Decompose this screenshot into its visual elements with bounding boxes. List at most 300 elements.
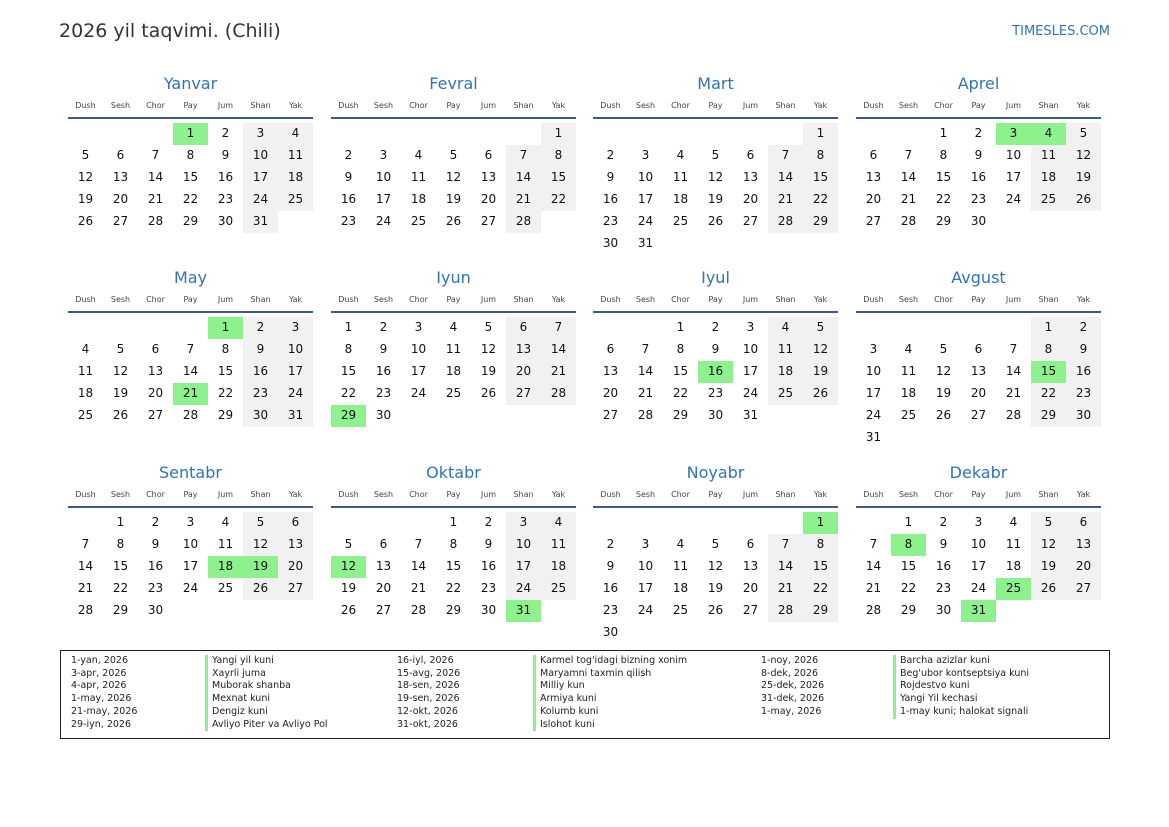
empty-day-cell [366, 512, 401, 534]
day-cell: 30 [243, 405, 278, 427]
week-row [593, 167, 838, 189]
empty-day-cell [68, 123, 103, 145]
day-cell: 20 [865, 191, 882, 206]
day-cell: 26 [707, 213, 724, 228]
weekday-header [593, 488, 838, 508]
legend-date: 19-sen, 2026 [397, 693, 460, 705]
day-cell: 23 [970, 191, 987, 206]
day-cell: 30 [602, 235, 619, 250]
day-cell: 15 [541, 167, 576, 189]
day-cell: 3 [974, 515, 983, 529]
day-cell: 1 [803, 123, 838, 145]
holiday-day-cell: 12 [331, 556, 366, 578]
legend-holiday-name: Dengiz kuni [205, 706, 328, 719]
day-cell: 22 [541, 189, 576, 211]
week-row [331, 167, 576, 189]
weekday-label: Chor [409, 490, 428, 499]
day-cell: 6 [506, 317, 541, 339]
day-cell: 24 [243, 189, 278, 211]
day-cell: 5 [1031, 512, 1066, 534]
day-cell: 9 [243, 339, 278, 361]
week-row [593, 534, 838, 556]
legend-holiday-name: Yangi yil kuni [205, 655, 328, 668]
page-title: 2026 yil taqvimi. (Chili) [59, 20, 281, 42]
holiday-day-cell: 1 [208, 317, 243, 339]
week-row [68, 211, 313, 233]
holiday-day-cell: 8 [891, 534, 926, 556]
day-cell: 14 [768, 167, 803, 189]
empty-day-cell [733, 123, 768, 145]
weekday-label: Chor [409, 101, 428, 110]
empty-day-cell [628, 123, 663, 145]
empty-day-cell [366, 123, 401, 145]
day-cell: 28 [410, 602, 427, 617]
week-row [856, 578, 1101, 600]
day-cell: 7 [414, 536, 423, 551]
day-cell: 7 [904, 147, 913, 162]
week-row [856, 512, 1101, 534]
weekday-label: Pay [708, 295, 723, 304]
day-cell: 16 [602, 191, 619, 206]
day-cell: 4 [414, 147, 423, 162]
weekday-label: Yak [813, 490, 828, 499]
weekday-label: Shan [775, 101, 796, 110]
brand-link[interactable]: TIMESLES.COM [1012, 24, 1110, 39]
day-cell: 1 [449, 515, 458, 529]
month-noyabr [593, 462, 838, 644]
week-row [593, 211, 838, 233]
day-cell: 22 [112, 580, 129, 595]
day-cell: 14 [865, 558, 882, 573]
day-cell: 1 [344, 320, 353, 334]
day-cell: 28 [77, 602, 94, 617]
week-row [331, 361, 576, 383]
day-cell: 16 [1066, 361, 1101, 383]
day-cell: 9 [606, 169, 615, 184]
day-cell: 3 [243, 123, 278, 145]
legend-holiday-name: Milliy kun [533, 680, 687, 693]
weekday-label: Jum [742, 490, 759, 499]
day-cell: 24 [506, 578, 541, 600]
weekday-label: Jum [1005, 490, 1022, 499]
month-yanvar [68, 73, 313, 233]
day-cell: 21 [637, 385, 654, 400]
day-cell: 4 [676, 147, 685, 162]
week-row [331, 600, 576, 622]
weekday-label: Yak [288, 490, 303, 499]
day-cell: 15 [112, 558, 129, 573]
day-cell: 11 [768, 339, 803, 361]
day-cell: 23 [340, 213, 357, 228]
empty-day-cell [68, 512, 103, 534]
day-cell: 18 [1031, 167, 1066, 189]
day-cell: 5 [939, 341, 948, 356]
day-cell: 5 [344, 536, 353, 551]
day-cell: 12 [707, 169, 724, 184]
empty-day-cell [996, 317, 1031, 339]
weekday-label: Pay [183, 490, 198, 499]
day-cell: 18 [672, 580, 689, 595]
day-cell: 10 [637, 558, 654, 573]
day-cell: 23 [243, 383, 278, 405]
empty-day-cell [768, 123, 803, 145]
month-fevral [331, 73, 576, 233]
day-cell: 21 [77, 580, 94, 595]
day-cell: 14 [182, 363, 199, 378]
weekday-label: Yak [551, 295, 566, 304]
day-cell: 20 [278, 556, 313, 578]
weekday-label: Dush [863, 490, 884, 499]
day-cell: 11 [1005, 536, 1022, 551]
weekday-label: Jum [480, 295, 497, 304]
weekday-label: Jum [480, 101, 497, 110]
day-cell: 1 [676, 320, 685, 334]
day-cell: 30 [147, 602, 164, 617]
day-cell: 14 [768, 556, 803, 578]
day-cell: 6 [379, 536, 388, 551]
day-cell: 15 [672, 363, 689, 378]
day-cell: 25 [1031, 189, 1066, 211]
day-cell: 23 [602, 602, 619, 617]
day-cell: 21 [768, 578, 803, 600]
empty-day-cell [401, 512, 436, 534]
day-cell: 20 [375, 580, 392, 595]
weekday-header [856, 293, 1101, 313]
day-cell: 30 [602, 624, 619, 639]
day-cell: 6 [606, 341, 615, 356]
day-cell: 4 [449, 320, 458, 334]
day-cell: 9 [151, 536, 160, 551]
empty-day-cell [593, 317, 628, 339]
day-cell: 2 [379, 320, 388, 334]
weekday-label: Dush [338, 101, 359, 110]
legend-holiday-name: Islohot kuni [533, 719, 687, 732]
day-cell: 21 [541, 361, 576, 383]
day-cell: 5 [1066, 123, 1101, 145]
weekday-label: Chor [671, 490, 690, 499]
day-cell: 31 [865, 429, 882, 444]
day-cell: 17 [375, 191, 392, 206]
day-cell: 30 [935, 602, 952, 617]
day-cell: 2 [606, 536, 615, 551]
day-cell: 10 [375, 169, 392, 184]
day-cell: 8 [186, 147, 195, 162]
week-row [593, 578, 838, 600]
day-cell: 12 [803, 339, 838, 361]
month-name: Aprel [957, 74, 1000, 93]
legend-holiday-name: Kolumb kuni [533, 706, 687, 719]
week-row [331, 383, 576, 405]
weekday-label: Chor [934, 101, 953, 110]
legend-date: 1-may, 2026 [761, 705, 822, 717]
week-row [856, 211, 1101, 233]
empty-day-cell [856, 512, 891, 534]
day-cell: 26 [340, 602, 357, 617]
week-row [593, 383, 838, 405]
legend-names-col-1 [205, 655, 328, 731]
day-cell: 9 [974, 147, 983, 162]
holiday-day-cell: 29 [331, 405, 366, 427]
day-cell: 26 [77, 213, 94, 228]
weekday-label: Chor [934, 490, 953, 499]
day-cell: 11 [541, 534, 576, 556]
week-row [331, 578, 576, 600]
day-cell: 11 [410, 169, 427, 184]
day-cell: 17 [243, 167, 278, 189]
day-cell: 2 [606, 147, 615, 162]
month-may [68, 267, 313, 427]
day-cell: 27 [602, 407, 619, 422]
holiday-day-cell: 4 [1031, 123, 1066, 145]
day-cell: 14 [410, 558, 427, 573]
day-cell: 19 [112, 385, 129, 400]
day-cell: 23 [217, 191, 234, 206]
day-cell: 17 [637, 580, 654, 595]
day-cell: 8 [803, 145, 838, 167]
week-row [331, 512, 576, 534]
weekday-label: Sesh [110, 101, 131, 110]
week-row [593, 317, 838, 339]
month-name: Noyabr [686, 463, 745, 482]
day-cell: 22 [182, 191, 199, 206]
empty-day-cell [733, 512, 768, 534]
day-cell: 3 [641, 536, 650, 551]
day-cell: 22 [217, 385, 234, 400]
day-cell: 16 [375, 363, 392, 378]
week-row [68, 167, 313, 189]
day-cell: 2 [344, 147, 353, 162]
week-row [68, 123, 313, 145]
empty-day-cell [593, 123, 628, 145]
day-cell: 17 [637, 191, 654, 206]
weekday-label: Shan [775, 295, 796, 304]
day-cell: 6 [746, 147, 755, 162]
day-cell: 10 [506, 534, 541, 556]
month-name: Fevral [429, 74, 478, 93]
day-cell: 27 [112, 213, 129, 228]
legend-date: 8-dek, 2026 [761, 667, 819, 679]
day-cell: 10 [182, 536, 199, 551]
week-row [68, 361, 313, 383]
holiday-day-cell: 31 [506, 600, 541, 622]
day-cell: 6 [746, 536, 755, 551]
day-cell: 21 [506, 189, 541, 211]
week-row [856, 167, 1101, 189]
week-row [68, 600, 313, 622]
day-cell: 3 [506, 512, 541, 534]
weekday-label: Shan [250, 101, 271, 110]
day-cell: 22 [803, 578, 838, 600]
day-cell: 22 [340, 385, 357, 400]
month-name: Iyun [436, 268, 471, 287]
day-cell: 24 [637, 213, 654, 228]
day-cell: 28 [637, 407, 654, 422]
weekday-label: Dush [600, 295, 621, 304]
week-row [593, 145, 838, 167]
legend-date: 31-dek, 2026 [761, 693, 825, 705]
day-cell: 2 [939, 515, 948, 529]
weekday-label: Yak [551, 101, 566, 110]
weekday-label: Dush [75, 295, 96, 304]
day-cell: 11 [1031, 145, 1066, 167]
day-cell: 18 [77, 385, 94, 400]
day-cell: 8 [116, 536, 125, 551]
day-cell: 13 [112, 169, 129, 184]
day-cell: 8 [221, 341, 230, 356]
weekday-label: Sesh [898, 490, 919, 499]
empty-day-cell [331, 123, 366, 145]
day-cell: 6 [1066, 512, 1101, 534]
day-cell: 12 [112, 363, 129, 378]
day-cell: 4 [278, 123, 313, 145]
empty-day-cell [698, 512, 733, 534]
weekday-label: Dush [863, 101, 884, 110]
month-name: Mart [697, 74, 734, 93]
day-cell: 27 [865, 213, 882, 228]
day-cell: 2 [151, 515, 160, 529]
empty-day-cell [593, 512, 628, 534]
day-cell: 27 [506, 383, 541, 405]
day-cell: 27 [278, 578, 313, 600]
day-cell: 30 [707, 407, 724, 422]
day-cell: 12 [1066, 145, 1101, 167]
day-cell: 19 [803, 361, 838, 383]
weekday-label: Chor [409, 295, 428, 304]
weekday-label: Chor [934, 295, 953, 304]
month-dekabr [856, 462, 1101, 622]
day-cell: 26 [445, 213, 462, 228]
empty-day-cell [663, 512, 698, 534]
day-cell: 21 [768, 189, 803, 211]
week-row [593, 405, 838, 427]
month-name: Yanvar [163, 74, 218, 93]
legend-names-col-2 [533, 655, 687, 731]
day-cell: 11 [672, 169, 689, 184]
day-cell: 27 [1066, 578, 1101, 600]
day-cell: 18 [410, 191, 427, 206]
day-cell: 11 [217, 536, 234, 551]
day-cell: 25 [77, 407, 94, 422]
day-cell: 29 [672, 407, 689, 422]
week-row [68, 578, 313, 600]
legend-holiday-name: Muborak shanba [205, 680, 328, 693]
day-cell: 8 [1031, 339, 1066, 361]
holiday-day-cell: 3 [996, 123, 1031, 145]
day-cell: 27 [742, 213, 759, 228]
day-cell: 29 [1031, 405, 1066, 427]
day-cell: 21 [147, 191, 164, 206]
weekday-label: Sesh [110, 490, 131, 499]
day-cell: 19 [935, 385, 952, 400]
day-cell: 17 [865, 385, 882, 400]
weekday-label: Dush [600, 490, 621, 499]
week-row [593, 189, 838, 211]
weekday-label: Jum [217, 490, 234, 499]
day-cell: 21 [865, 580, 882, 595]
day-cell: 21 [900, 191, 917, 206]
weekday-label: Shan [250, 295, 271, 304]
day-cell: 17 [1005, 169, 1022, 184]
day-cell: 1 [1031, 317, 1066, 339]
day-cell: 12 [1031, 534, 1066, 556]
weekday-label: Dush [600, 101, 621, 110]
weekday-label: Dush [75, 490, 96, 499]
legend-date: 18-sen, 2026 [397, 680, 460, 692]
legend-date: 1-may, 2026 [71, 693, 132, 705]
day-cell: 24 [970, 580, 987, 595]
day-cell: 5 [484, 320, 493, 334]
weekday-label: Sesh [635, 490, 656, 499]
empty-day-cell [103, 123, 138, 145]
day-cell: 14 [147, 169, 164, 184]
day-cell: 14 [900, 169, 917, 184]
weekday-label: Sesh [110, 295, 131, 304]
day-cell: 24 [1005, 191, 1022, 206]
day-cell: 16 [217, 169, 234, 184]
day-cell: 19 [707, 191, 724, 206]
day-cell: 23 [480, 580, 497, 595]
day-cell: 25 [217, 580, 234, 595]
week-row [331, 145, 576, 167]
day-cell: 20 [742, 580, 759, 595]
day-cell: 5 [711, 536, 720, 551]
day-cell: 4 [768, 317, 803, 339]
weekday-label: Pay [708, 490, 723, 499]
weekday-label: Pay [971, 295, 986, 304]
day-cell: 4 [1009, 515, 1018, 529]
day-cell: 25 [768, 383, 803, 405]
day-cell: 19 [1066, 167, 1101, 189]
day-cell: 28 [506, 211, 541, 233]
day-cell: 18 [672, 191, 689, 206]
day-cell: 23 [147, 580, 164, 595]
day-cell: 6 [974, 341, 983, 356]
day-cell: 29 [935, 213, 952, 228]
day-cell: 18 [768, 361, 803, 383]
day-cell: 13 [278, 534, 313, 556]
weekday-label: Pay [971, 101, 986, 110]
day-cell: 14 [1005, 363, 1022, 378]
day-cell: 26 [803, 383, 838, 405]
week-row [331, 556, 576, 578]
week-row [856, 405, 1101, 427]
day-cell: 4 [81, 341, 90, 356]
day-cell: 23 [707, 385, 724, 400]
day-cell: 5 [81, 147, 90, 162]
weekday-label: Jum [1005, 101, 1022, 110]
weekday-label: Sesh [373, 101, 394, 110]
day-cell: 16 [970, 169, 987, 184]
day-cell: 29 [445, 602, 462, 617]
day-cell: 1 [116, 515, 125, 529]
day-cell: 15 [900, 558, 917, 573]
week-row [68, 189, 313, 211]
day-cell: 10 [742, 341, 759, 356]
legend-dates-col-3 [761, 655, 824, 719]
day-cell: 26 [112, 407, 129, 422]
weekday-label: Dush [338, 490, 359, 499]
day-cell: 25 [410, 213, 427, 228]
day-cell: 4 [221, 515, 230, 529]
weekday-label: Sesh [635, 295, 656, 304]
legend-dates-col-1 [71, 655, 137, 731]
day-cell: 13 [970, 363, 987, 378]
day-cell: 29 [803, 600, 838, 622]
legend-holiday-name: Mexnat kuni [205, 693, 328, 706]
week-row [331, 339, 576, 361]
day-cell: 13 [147, 363, 164, 378]
legend-date: 3-apr, 2026 [71, 667, 127, 679]
